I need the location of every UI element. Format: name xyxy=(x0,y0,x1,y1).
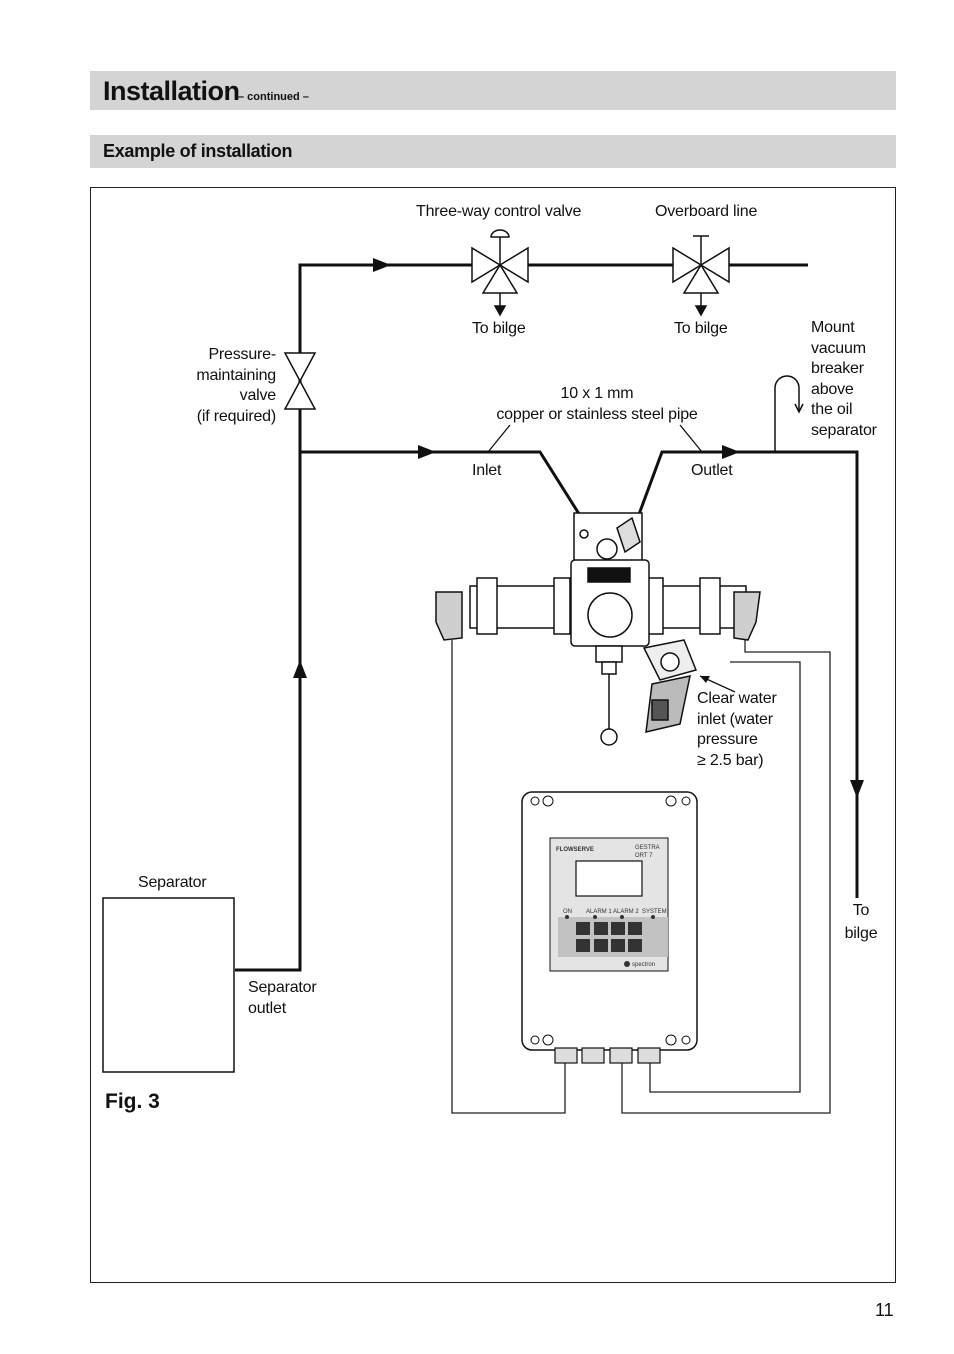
page-title: Installation xyxy=(103,76,240,106)
panel-maker: spectron xyxy=(632,962,656,968)
control-panel xyxy=(522,792,697,1063)
label-separator: Separator xyxy=(138,874,207,891)
panel-led-on: ON xyxy=(563,909,572,915)
label-clear-water: Clear water inlet (water pressure ≥ 2.5 bar) xyxy=(697,690,777,769)
panel-model-2: ORT 7 xyxy=(635,853,653,859)
label-vacuum-breaker: Mount vacuum breaker above the oil separator xyxy=(811,319,877,439)
label-inlet: Inlet xyxy=(472,462,502,479)
overboard-valve-symbol xyxy=(673,236,729,315)
separator-box xyxy=(103,898,234,1072)
label-to-bilge-2: To bilge xyxy=(674,320,728,337)
figure-label: Fig. 3 xyxy=(105,1090,160,1113)
panel-model-1: GESTRA xyxy=(635,845,660,851)
pressure-valve-symbol xyxy=(285,353,315,409)
page-subtitle: – continued – xyxy=(238,91,309,103)
label-pressure-valve: Pressure- maintaining valve (if required) xyxy=(196,346,276,425)
page-number: 11 xyxy=(875,1300,894,1320)
label-separator-outlet: Separator outlet xyxy=(248,979,317,1017)
label-outlet: Outlet xyxy=(691,462,733,479)
label-pipe-spec: 10 x 1 mm copper or stainless steel pipe xyxy=(496,385,698,423)
label-to-bilge-3: To bilge xyxy=(844,902,878,942)
label-overboard-line: Overboard line xyxy=(655,203,758,220)
vacuum-breaker-symbol xyxy=(775,376,803,452)
panel-brand: FLOWSERVE xyxy=(556,847,594,853)
three-way-valve-symbol xyxy=(472,230,528,315)
panel-led-system: SYSTEM xyxy=(642,909,667,915)
label-to-bilge-1: To bilge xyxy=(472,320,526,337)
panel-led-alarm2: ALARM 2 xyxy=(613,909,639,915)
label-three-way-valve: Three-way control valve xyxy=(416,203,582,220)
panel-led-alarm1: ALARM 1 xyxy=(586,909,612,915)
section-title: Example of installation xyxy=(103,141,293,161)
